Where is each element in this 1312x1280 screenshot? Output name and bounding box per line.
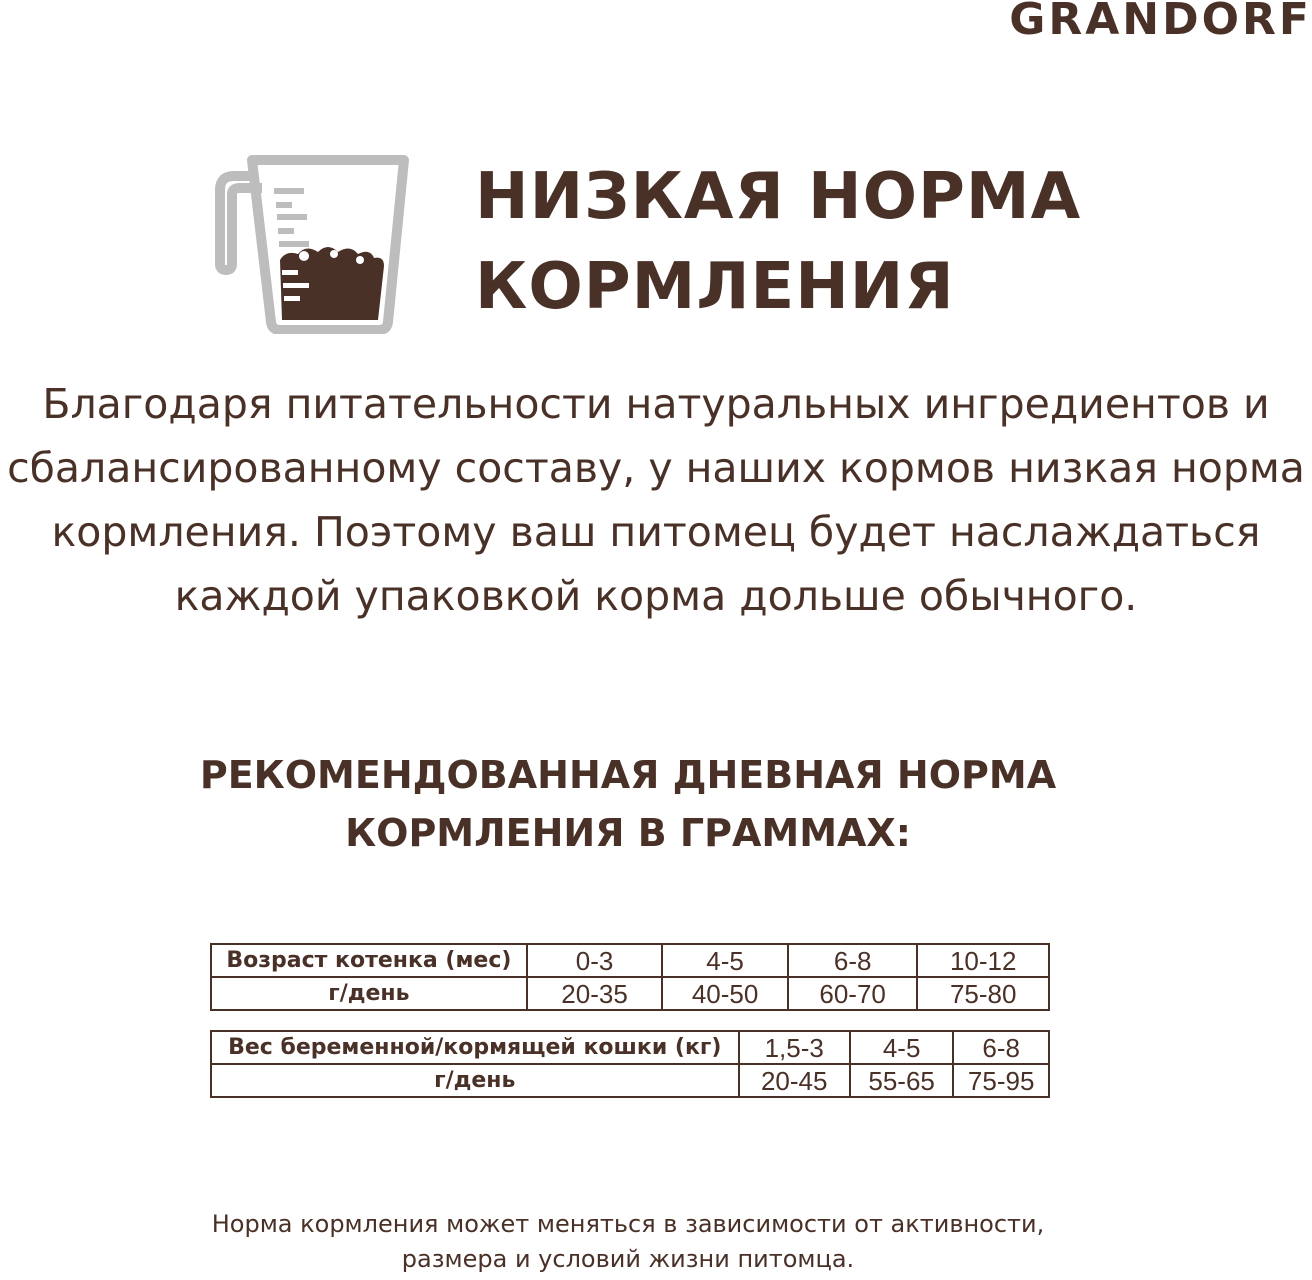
table-cell: 10-12	[917, 944, 1049, 977]
table-header-cell: Возраст котенка (мес)	[211, 944, 527, 977]
table-cell: 20-45	[739, 1064, 850, 1097]
footnote	[0, 1207, 1256, 1277]
table-header-cell: г/день	[211, 977, 527, 1010]
intro-line: кормления. Поэтому ваш питомец будет наслаждаться	[51, 508, 1261, 556]
headline	[475, 152, 1275, 332]
table-row	[211, 1031, 1049, 1064]
intro-line: сбалансированному составу, у наших кормов низкая норма	[7, 444, 1305, 492]
table-cell: 6-8	[788, 944, 918, 977]
recommendation-title	[0, 746, 1256, 862]
table-cell: 6-8	[953, 1031, 1049, 1064]
table-row	[211, 1064, 1049, 1097]
table-cell: 60-70	[788, 977, 918, 1010]
intro-paragraph	[0, 372, 1312, 628]
table-cell: 75-80	[917, 977, 1049, 1010]
table-cell: 20-35	[527, 977, 663, 1010]
headline-line: КОРМЛЕНИЯ	[475, 250, 955, 324]
table-cell: 75-95	[953, 1064, 1049, 1097]
intro-line: Благодаря питательности натуральных ингредиентов и	[42, 380, 1270, 428]
table-row	[211, 944, 1049, 977]
table-cell: 0-3	[527, 944, 663, 977]
table-cell: 55-65	[850, 1064, 953, 1097]
table-cell: 4-5	[662, 944, 788, 977]
table-cell: 4-5	[850, 1031, 953, 1064]
table-cell: 40-50	[662, 977, 788, 1010]
table-row	[211, 977, 1049, 1010]
recommendation-line: КОРМЛЕНИЯ В ГРАММАХ:	[345, 811, 911, 855]
intro-line: каждой упаковкой корма дольше обычного.	[174, 572, 1138, 620]
footnote-line: Норма кормления может меняться в зависимости от активности,	[211, 1210, 1045, 1238]
measuring-jug-icon	[212, 152, 412, 334]
table-header-cell: Вес беременной/кормящей кошки (кг)	[211, 1031, 739, 1064]
table-header-cell: г/день	[211, 1064, 739, 1097]
cat-feeding-table	[210, 1030, 1050, 1098]
recommendation-line: РЕКОМЕНДОВАННАЯ ДНЕВНАЯ НОРМА	[199, 753, 1057, 797]
table-cell: 1,5-3	[739, 1031, 850, 1064]
headline-line: НИЗКАЯ НОРМА	[475, 160, 1082, 234]
kitten-feeding-table	[210, 943, 1050, 1011]
brand-logo: GRANDORF	[1009, 0, 1312, 45]
footnote-line: размера и условий жизни питомца.	[401, 1245, 855, 1273]
